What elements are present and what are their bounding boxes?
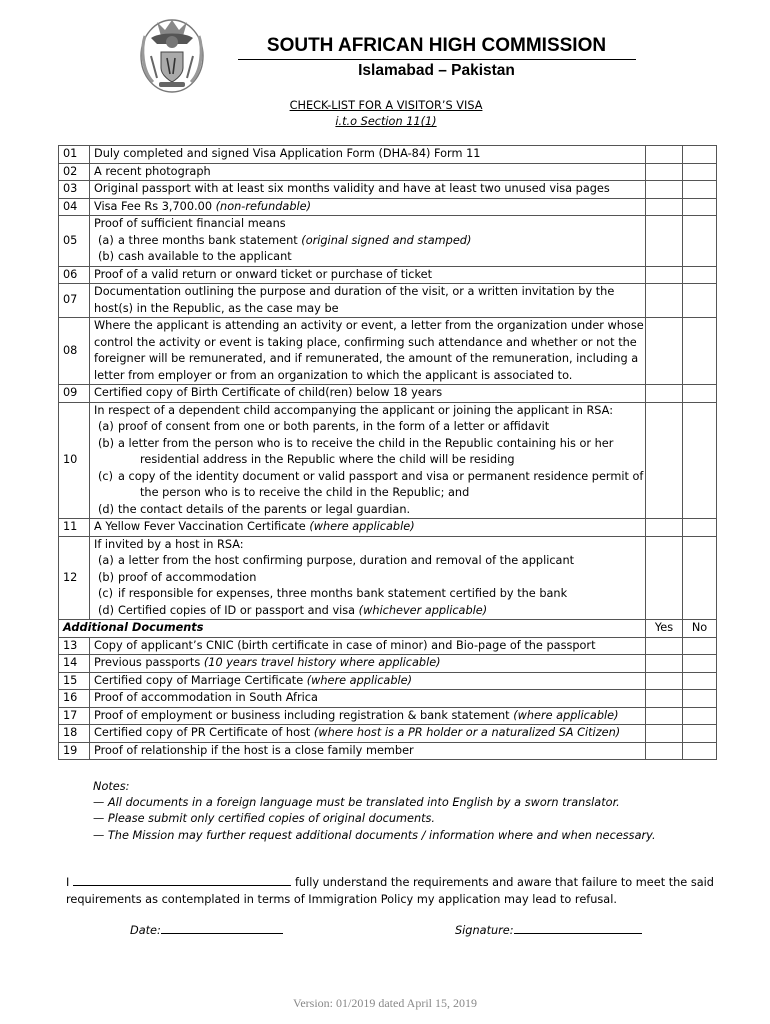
notes-section xyxy=(93,779,713,844)
table-row xyxy=(59,519,717,537)
notes-heading: Notes: xyxy=(93,780,130,793)
table-row xyxy=(59,318,717,385)
table-row xyxy=(59,742,717,760)
row-number: 17 xyxy=(59,707,90,725)
table-row xyxy=(59,402,717,519)
yes-checkbox[interactable] xyxy=(646,519,683,537)
no-checkbox[interactable] xyxy=(683,519,717,537)
signature-label: Signature: xyxy=(455,924,514,937)
date-field xyxy=(130,922,283,940)
row-number: 11 xyxy=(59,519,90,537)
title-rule xyxy=(238,59,636,60)
row-number: 09 xyxy=(59,385,90,403)
table-row xyxy=(59,266,717,284)
date-input-line[interactable] xyxy=(161,922,283,934)
row-number: 08 xyxy=(59,318,90,385)
document-title: SOUTH AFRICAN HIGH COMMISSION xyxy=(266,35,607,56)
row-number: 07 xyxy=(59,284,90,318)
table-row xyxy=(59,655,717,673)
table-row xyxy=(59,198,717,216)
document-subtitle: Islamabad – Pakistan xyxy=(358,62,515,79)
declaration xyxy=(66,874,716,908)
note-item: — All documents in a foreign language must be translated into English by a sworn translator. xyxy=(93,796,620,810)
table-row xyxy=(59,725,717,743)
additional-documents-heading: Additional Documents xyxy=(59,620,646,638)
row-text: Visa Fee Rs 3,700.00 (non-refundable) xyxy=(90,198,646,216)
table-row xyxy=(59,216,717,267)
row-text: Certified copy of Marriage Certificate (where applicable) xyxy=(90,672,646,690)
table-row xyxy=(59,284,717,318)
checklist-title: CHECK-LIST FOR A VISITOR’S VISA xyxy=(289,99,483,112)
row-text: Proof of employment or business including registration & bank statement (where applicable) xyxy=(90,707,646,725)
yes-checkbox[interactable] xyxy=(646,266,683,284)
checklist-table xyxy=(58,145,717,760)
no-checkbox[interactable] xyxy=(683,725,717,743)
yes-checkbox[interactable] xyxy=(646,536,683,620)
no-checkbox[interactable] xyxy=(683,163,717,181)
no-checkbox[interactable] xyxy=(683,655,717,673)
table-row xyxy=(59,146,717,164)
row-number: 01 xyxy=(59,146,90,164)
note-item: — The Mission may further request additional documents / information where and when necessary. xyxy=(93,828,656,842)
yes-column-header: Yes xyxy=(646,620,683,638)
row-number: 02 xyxy=(59,163,90,181)
date-label: Date: xyxy=(130,924,161,937)
row-text: Proof of sufficient financial means (a) a three months bank statement (original signed and stamped) (b) cash available to the applicant xyxy=(90,216,646,267)
declaration-text: fully understand the requirements and aware that failure to meet the said requirements as contemplated in terms of Immigration Policy my application may lead to refusal. xyxy=(66,876,714,906)
table-row xyxy=(59,163,717,181)
yes-checkbox[interactable] xyxy=(646,637,683,655)
row-number: 13 xyxy=(59,637,90,655)
row-text: Proof of a valid return or onward ticket or purchase of ticket xyxy=(90,266,646,284)
no-checkbox[interactable] xyxy=(683,266,717,284)
table-row xyxy=(59,672,717,690)
no-checkbox[interactable] xyxy=(683,637,717,655)
no-checkbox[interactable] xyxy=(683,385,717,403)
row-number: 19 xyxy=(59,742,90,760)
yes-checkbox[interactable] xyxy=(646,725,683,743)
row-text: Where the applicant is attending an activity or event, a letter from the organization under whose control the activity or event is taking place, confirming such attendance and whether or not the foreigner will be remunerated, and if remunerated, the amount of the remuneration, including a letter from employer or from an organization to which the applicant is associated to. xyxy=(90,318,646,385)
row-text: Duly completed and signed Visa Application Form (DHA-84) Form 11 xyxy=(90,146,646,164)
no-checkbox[interactable] xyxy=(683,318,717,385)
row-text: Certified copy of Birth Certificate of child(ren) below 18 years xyxy=(90,385,646,403)
yes-checkbox[interactable] xyxy=(646,690,683,708)
no-checkbox[interactable] xyxy=(683,181,717,199)
row-text: Previous passports (10 years travel history where applicable) xyxy=(90,655,646,673)
row-text: Original passport with at least six months validity and have at least two unused visa pages xyxy=(90,181,646,199)
coat-of-arms-icon xyxy=(137,16,207,94)
row-number: 03 xyxy=(59,181,90,199)
yes-checkbox[interactable] xyxy=(646,318,683,385)
row-number: 14 xyxy=(59,655,90,673)
no-checkbox[interactable] xyxy=(683,198,717,216)
table-row xyxy=(59,690,717,708)
yes-checkbox[interactable] xyxy=(646,707,683,725)
yes-checkbox[interactable] xyxy=(646,146,683,164)
no-checkbox[interactable] xyxy=(683,284,717,318)
table-row xyxy=(59,707,717,725)
row-text: If invited by a host in RSA: (a) a letter from the host confirming purpose, duration and removal of the applicant (b) proof of accommodation (c) if responsible for expenses, three months bank statement certified by the bank (d) Certified copies of ID or passport and visa (whichever applicable) xyxy=(90,536,646,620)
row-text: Certified copy of PR Certificate of host (where host is a PR holder or a naturalized SA Citizen) xyxy=(90,725,646,743)
table-row xyxy=(59,637,717,655)
table-row xyxy=(59,385,717,403)
yes-checkbox[interactable] xyxy=(646,163,683,181)
no-checkbox[interactable] xyxy=(683,146,717,164)
row-text: In respect of a dependent child accompanying the applicant or joining the applicant in RSA: (a) proof of consent from one or both parents, in the form of a letter or affidavit (b) a letter from the person who is to receive the child in the Republic containing his or her residential address in the Republic where the child will be residing (c) a copy of the identity document or valid passport and visa or permanent residence permit of the person who is to receive the child in the Republic; and (d) the contact details of the parents or legal guardian. xyxy=(90,402,646,519)
signature-field xyxy=(455,922,642,940)
row-number: 04 xyxy=(59,198,90,216)
row-text: A Yellow Fever Vaccination Certificate (where applicable) xyxy=(90,519,646,537)
row-text: A recent photograph xyxy=(90,163,646,181)
no-column-header: No xyxy=(683,620,717,638)
no-checkbox[interactable] xyxy=(683,536,717,620)
applicant-name-field[interactable] xyxy=(73,874,291,886)
yes-checkbox[interactable] xyxy=(646,198,683,216)
no-checkbox[interactable] xyxy=(683,690,717,708)
yes-checkbox[interactable] xyxy=(646,284,683,318)
row-text: Proof of accommodation in South Africa xyxy=(90,690,646,708)
yes-checkbox[interactable] xyxy=(646,655,683,673)
row-number: 15 xyxy=(59,672,90,690)
row-text: Proof of relationship if the host is a close family member xyxy=(90,742,646,760)
row-number: 06 xyxy=(59,266,90,284)
checklist-subtitle: i.t.o Section 11(1) xyxy=(335,115,437,128)
yes-checkbox[interactable] xyxy=(646,181,683,199)
row-number: 16 xyxy=(59,690,90,708)
no-checkbox[interactable] xyxy=(683,216,717,267)
table-row xyxy=(59,181,717,199)
version-footer: Version: 01/2019 dated April 15, 2019 xyxy=(293,996,477,1010)
row-number: 12 xyxy=(59,536,90,620)
yes-checkbox[interactable] xyxy=(646,672,683,690)
no-checkbox[interactable] xyxy=(683,402,717,519)
yes-checkbox[interactable] xyxy=(646,385,683,403)
row-text: Copy of applicant’s CNIC (birth certificate in case of minor) and Bio-page of the passport xyxy=(90,637,646,655)
additional-documents-header-row xyxy=(59,620,717,638)
row-number: 18 xyxy=(59,725,90,743)
no-checkbox[interactable] xyxy=(683,742,717,760)
yes-checkbox[interactable] xyxy=(646,402,683,519)
declaration-prefix: I xyxy=(66,876,70,889)
no-checkbox[interactable] xyxy=(683,707,717,725)
row-text: Documentation outlining the purpose and duration of the visit, or a written invitation by the host(s) in the Republic, as the case may be xyxy=(90,284,646,318)
yes-checkbox[interactable] xyxy=(646,742,683,760)
row-number: 05 xyxy=(59,216,90,267)
yes-checkbox[interactable] xyxy=(646,216,683,267)
signature-input-line[interactable] xyxy=(514,922,642,934)
row-number: 10 xyxy=(59,402,90,519)
note-item: — Please submit only certified copies of original documents. xyxy=(93,812,436,826)
no-checkbox[interactable] xyxy=(683,672,717,690)
table-row xyxy=(59,536,717,620)
